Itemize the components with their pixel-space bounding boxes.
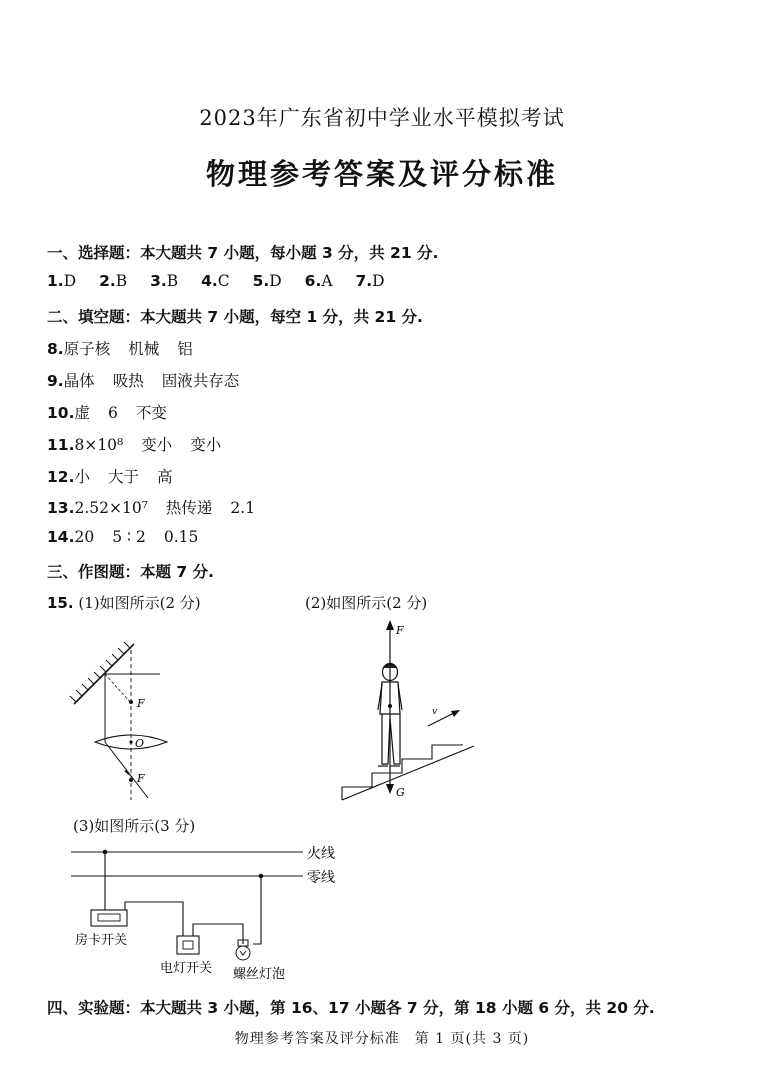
q15-part3-caption: (3)如图所示(3 分) [73, 817, 196, 835]
optical-center-label: O [135, 737, 145, 750]
answer-item: 6.A [304, 272, 333, 290]
focus-label-lower: F [137, 772, 145, 785]
document-title: 物理参考答案及评分标准 [205, 157, 558, 191]
answer-line-10: 10.虚 6 不变 [47, 404, 167, 422]
bulb-label: 螺丝灯泡 [233, 967, 286, 982]
answer-line-11: 11.8×10⁸ 变小 变小 [47, 436, 222, 454]
circuit-wiring [105, 852, 261, 944]
answer-line-14: 14.20 5 ∶ 2 0.15 [47, 528, 199, 546]
section1-heading: 一、选择题：本大题共 7 小题，每小题 3 分，共 21 分. [47, 244, 439, 262]
mirror-lens-figure [60, 630, 190, 802]
section1-answers [47, 272, 385, 290]
mirror-hatching [70, 642, 130, 702]
person-stairs-figure [338, 618, 483, 803]
card-switch [91, 910, 127, 926]
section2-heading: 二、填空题：本大题共 7 小题，每空 1 分，共 21 分. [47, 308, 423, 326]
exam-title: 2023年广东省初中学业水平模拟考试 [199, 106, 565, 130]
answer-item: 1.D [47, 272, 77, 290]
section4-heading: 四、实验题：本大题共 3 小题，第 16、17 小题各 7 分，第 18 小题 6 分，共 20 分. [47, 999, 655, 1017]
light-switch [177, 936, 199, 954]
focus-label-upper: F [137, 697, 145, 710]
answer-line-13: 13.2.52×10⁷ 热传递 2.1 [47, 499, 256, 517]
answer-line-12: 12.小 大于 高 [47, 468, 173, 486]
answer-item: 5.D [252, 272, 282, 290]
section3-heading: 三、作图题：本题 7 分. [47, 563, 214, 581]
answer-line-8: 8.原子核 机械 铝 [47, 340, 193, 358]
velocity-label: v [432, 707, 438, 717]
answer-item: 3.B [150, 272, 179, 290]
support-force-arrowhead [386, 620, 394, 630]
q15-part1-caption: 15. (1)如图所示(2 分) [47, 594, 201, 612]
velocity-arrowhead [451, 710, 460, 717]
focus-point-lower [129, 778, 133, 782]
page-footer: 物理参考答案及评分标准 第 1 页(共 3 页) [234, 1031, 530, 1047]
light-switch-label: 电灯开关 [160, 961, 213, 976]
normal-line [105, 674, 130, 702]
answer-line-9: 9.晶体 吸热 固液共存态 [47, 372, 240, 390]
support-force-label: F [396, 624, 404, 637]
neutral-wire-label: 零线 [307, 870, 335, 886]
gravity-arrowhead [386, 784, 394, 794]
answer-item: 4.C [201, 272, 230, 290]
refracted-ray [105, 742, 148, 798]
live-wire-label: 火线 [307, 846, 335, 862]
answer-item: 2.B [99, 272, 128, 290]
circuit-figure [65, 840, 350, 986]
optical-center [129, 740, 132, 743]
focus-point-upper [129, 700, 133, 704]
q15-part2-caption: (2)如图所示(2 分) [305, 594, 428, 612]
center-of-gravity [388, 704, 392, 708]
gravity-label: G [396, 786, 405, 799]
card-switch-label: 房卡开关 [75, 933, 128, 948]
staircase [342, 744, 474, 800]
answer-item: 7.D [355, 272, 385, 290]
